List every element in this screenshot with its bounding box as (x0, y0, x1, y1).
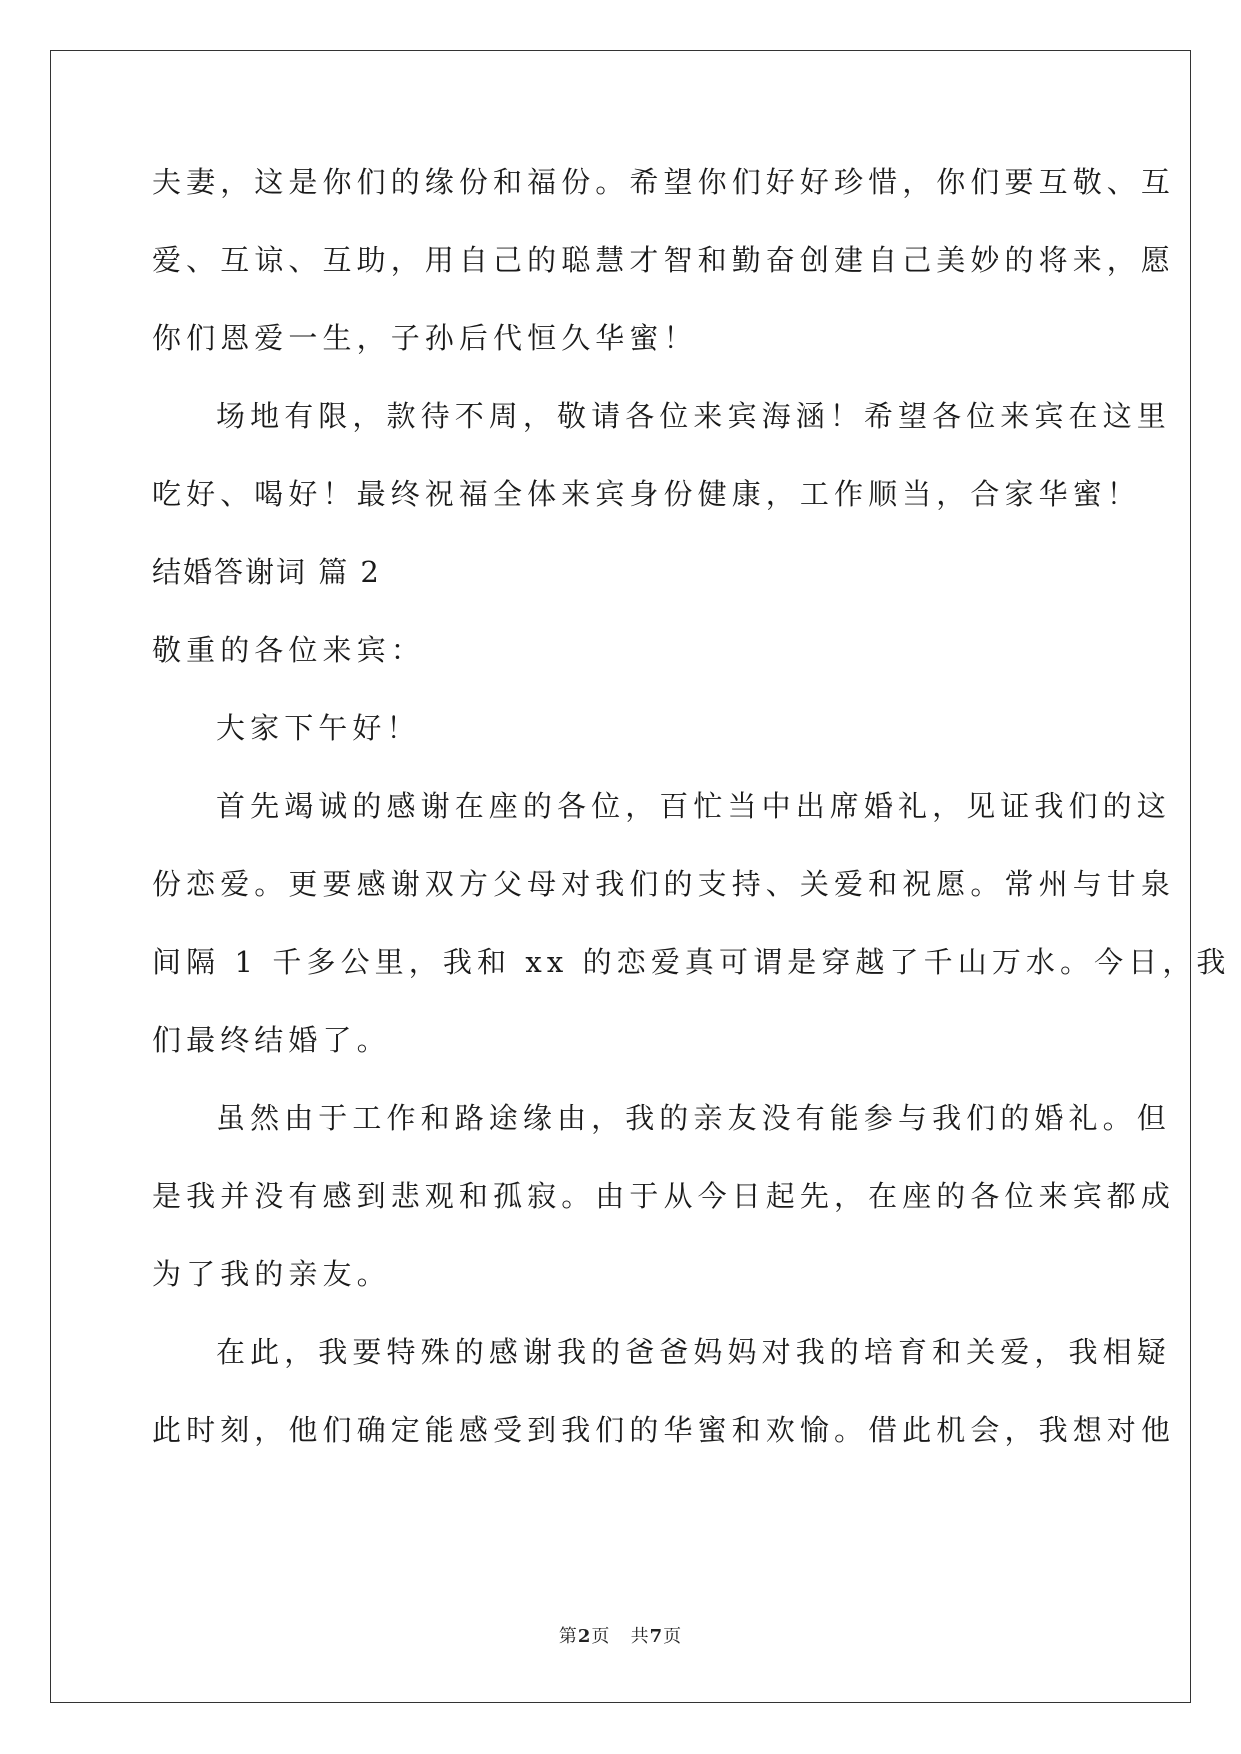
document-body (152, 162, 1231, 1488)
page-total-number: 7 (649, 1626, 664, 1647)
greeting-line: 大家下午好！ (216, 711, 421, 745)
text-line: 间隔 1 千多公里，我和 xx 的恋爱真可谓是穿越了千山万水。今日，我 (152, 945, 1231, 979)
paragraph-start-line: 虽然由于工作和路途缘由，我的亲友没有能参与我们的婚礼。但 (216, 1101, 1171, 1135)
page-prefix: 第 (558, 1626, 578, 1647)
page-footer (0, 1622, 1241, 1648)
text-line: 是我并没有感到悲观和孤寂。由于从今日起先，在座的各位来宾都成 (152, 1179, 1176, 1213)
text-line: 为了我的亲友。 (152, 1257, 391, 1291)
paragraph-start-line: 场地有限，款待不周，敬请各位来宾海涵！希望各位来宾在这里 (216, 399, 1171, 433)
text-line: 份恋爱。更要感谢双方父母对我们的支持、关爱和祝愿。常州与甘泉 (152, 867, 1176, 901)
page-current-number: 2 (577, 1626, 592, 1647)
total-unit: 页 (663, 1626, 683, 1647)
text-line: 夫妻，这是你们的缘份和福份。希望你们好好珍惜，你们要互敬、互 (152, 165, 1176, 199)
page-unit: 页 (591, 1626, 611, 1647)
text-line: 们最终结婚了。 (152, 1023, 391, 1057)
text-line: 你们恩爱一生，子孙后代恒久华蜜！ (152, 321, 698, 355)
text-line: 此时刻，他们确定能感受到我们的华蜜和欢愉。借此机会，我想对他 (152, 1413, 1176, 1447)
total-prefix: 共 (630, 1626, 650, 1647)
text-line: 吃好、喝好！最终祝福全体来宾身份健康，工作顺当，合家华蜜！ (152, 477, 1141, 511)
text-line: 爱、互谅、互助，用自己的聪慧才智和勤奋创建自己美妙的将来，愿 (152, 243, 1176, 277)
paragraph-start-line: 首先竭诚的感谢在座的各位，百忙当中出席婚礼，见证我们的这 (216, 789, 1171, 823)
salutation: 敬重的各位来宾： (152, 633, 425, 667)
section-heading: 结婚答谢词 篇 2 (152, 555, 381, 589)
paragraph-start-line: 在此，我要特殊的感谢我的爸爸妈妈对我的培育和关爱，我相疑 (216, 1335, 1171, 1369)
